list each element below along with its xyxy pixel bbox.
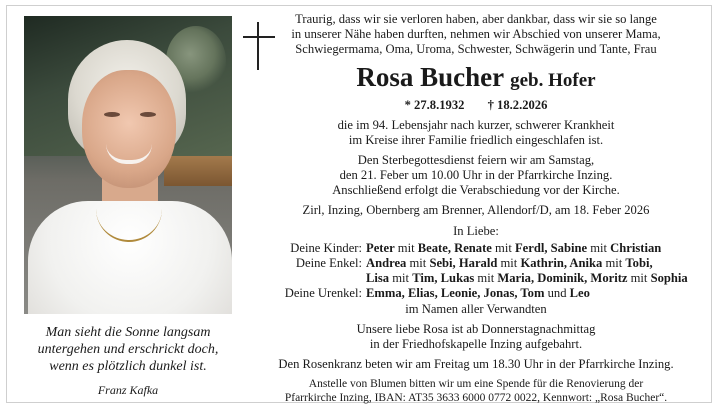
family-row-children <box>252 241 700 256</box>
family-name: Andrea <box>366 256 407 270</box>
connector-text: mit <box>497 256 521 270</box>
connector-text: mit <box>491 241 515 255</box>
place-date: Zirl, Inzing, Obernberg am Brenner, Allendorf/D, am 18. Feber 2026 <box>302 203 650 217</box>
donation-text <box>252 377 700 405</box>
quote-line: wenn es plötzlich dunkel ist. <box>49 359 207 374</box>
laid-out-text <box>252 322 700 352</box>
deceased-name-line <box>252 63 700 96</box>
intro-line: in unserer Nähe haben durften, nehmen wir Abschied von unserer Mama, <box>291 27 661 41</box>
maiden-name: geb. Hofer <box>510 70 596 91</box>
rosary-text: Den Rosenkranz beten wir am Freitag um 18.30 Uhr in der Pfarrkirche Inzing. <box>278 357 674 371</box>
great-grandchildren-names <box>366 286 700 301</box>
intro-line: Schwiegermama, Oma, Uroma, Schwester, Schwägerin und Tante, Frau <box>295 42 657 56</box>
connector-text: mit <box>587 241 611 255</box>
grandchildren-label: Deine Enkel: <box>295 256 362 270</box>
connector-text: mit <box>627 271 651 285</box>
connector-text: mit <box>394 241 418 255</box>
service-line: den 21. Feber um 10.00 Uhr in der Pfarrkirche Inzing. <box>339 168 613 182</box>
laid-out-line: in der Friedhofskapelle Inzing aufgebahrt. <box>369 337 583 351</box>
intro-paragraph <box>252 12 700 57</box>
family-name: Emma, Elias, Leonie, Jonas, Tom <box>366 286 545 300</box>
family-name: Beate, Renate <box>417 241 492 255</box>
birth-date: * 27.8.1932 <box>404 98 465 112</box>
passing-text <box>252 118 700 148</box>
portrait-photo <box>24 16 232 314</box>
memorial-quote <box>22 324 234 398</box>
family-name: Sebi, Harald <box>429 256 498 270</box>
laid-out-line: Unsere liebe Rosa ist ab Donnerstagnachmittag <box>356 322 596 336</box>
passing-line: im Kreise ihrer Familie friedlich eingeschlafen ist. <box>348 133 604 147</box>
family-name: Lisa <box>366 271 390 285</box>
family-row-grandchildren <box>252 256 700 271</box>
quote-line: Man sieht die Sonne langsam <box>45 325 211 340</box>
relatives-line: im Namen aller Verwandten <box>405 302 547 316</box>
donation-line: Pfarrkirche Inzing, IBAN: AT35 3633 6000 0772 0022, Kennwort: „Rosa Bucher“. <box>284 392 668 404</box>
passing-line: die im 94. Lebensjahr nach kurzer, schwerer Krankheit <box>337 118 615 132</box>
family-title: In Liebe: <box>453 224 499 238</box>
quote-line: untergehen und erschrickt doch, <box>37 342 219 357</box>
family-row-great-grandchildren <box>252 286 700 301</box>
family-name: Kathrin, Anika <box>520 256 603 270</box>
family-name: Peter <box>366 241 395 255</box>
family-row-grandchildren-cont <box>252 271 700 286</box>
family-name: Sophia <box>650 271 688 285</box>
family-list <box>252 224 700 317</box>
children-names <box>366 241 700 256</box>
family-name: Ferdl, Sabine <box>514 241 588 255</box>
great-grandchildren-label: Deine Urenkel: <box>284 286 362 300</box>
obituary-text <box>252 12 700 405</box>
grandchildren-names <box>366 271 700 286</box>
connector-text: mit <box>406 256 430 270</box>
service-text <box>252 153 700 198</box>
deceased-name: Rosa Bucher <box>356 62 505 92</box>
service-line: Den Sterbegottesdienst feiern wir am Samstag, <box>357 153 595 167</box>
family-name: Maria, Dominik, Moritz <box>497 271 628 285</box>
family-name: Tobi, <box>625 256 653 270</box>
family-name: Christian <box>610 241 662 255</box>
children-label: Deine Kinder: <box>290 241 362 255</box>
connector-text: und <box>544 286 570 300</box>
service-line: Anschließend erfolgt die Verabschiedung vor der Kirche. <box>332 183 620 197</box>
donation-line: Anstelle von Blumen bitten wir um eine Spende für die Renovierung der <box>308 378 644 390</box>
quote-author: Franz Kafka <box>97 383 159 397</box>
intro-line: Traurig, dass wir sie verloren haben, aber dankbar, dass wir sie so lange <box>295 12 657 26</box>
life-dates <box>252 98 700 113</box>
connector-text: mit <box>389 271 413 285</box>
family-name: Tim, Lukas <box>412 271 475 285</box>
grandchildren-names <box>366 256 700 271</box>
connector-text: mit <box>602 256 626 270</box>
death-date: † 18.2.2026 <box>487 98 548 112</box>
family-name: Leo <box>569 286 590 300</box>
connector-text: mit <box>474 271 498 285</box>
